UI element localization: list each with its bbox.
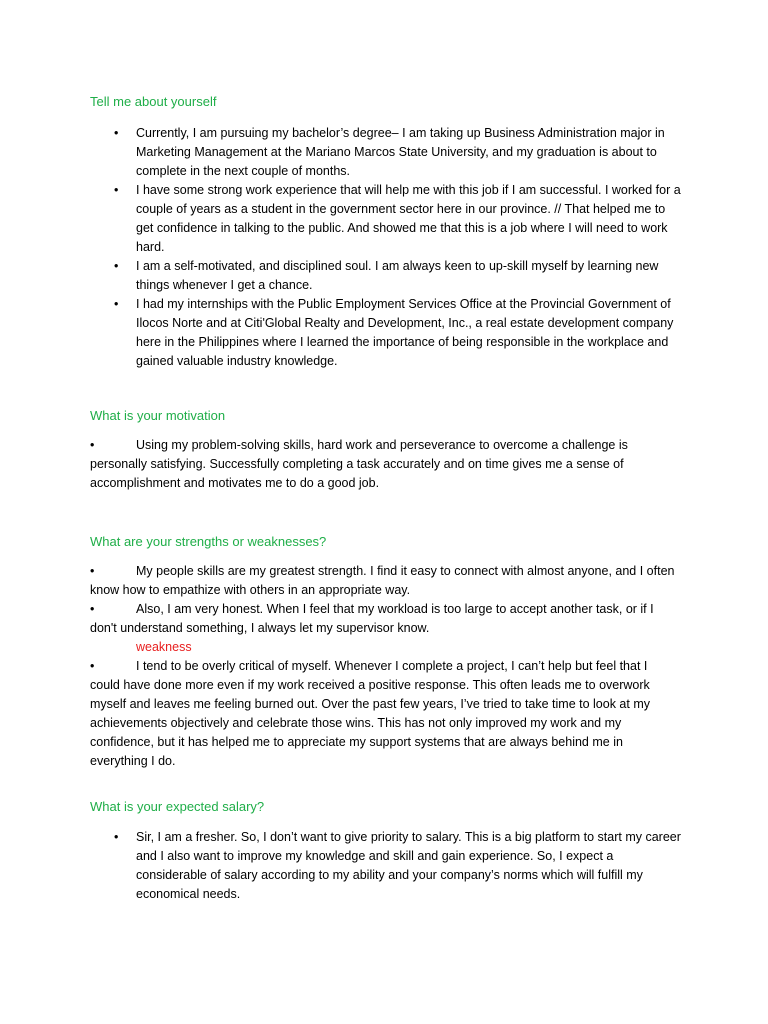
list-item: • I am a self-motivated, and disciplined soul. I am always keen to up-skill myself by learning new things whenever I get a chance.	[114, 259, 659, 292]
bullet-icon: •	[114, 183, 119, 197]
weakness-list	[90, 657, 680, 771]
bullet-icon: •	[90, 564, 95, 578]
bullet-icon: •	[114, 830, 119, 844]
bullet-icon: •	[114, 297, 119, 311]
list-item: • Sir, I am a fresher. So, I don’t want to give priority to salary. This is a big platform to start my career and I also want to improve my knowledge and skill and gain experience. So, I expect a considerable of salary according to my ability and your company’s norms which will fulfill my economical needs.	[114, 830, 681, 901]
heading-about-yourself: Tell me about yourself	[90, 94, 217, 109]
list-item: • I have some strong work experience that will help me with this job if I am successful. I worked for a couple of years as a student in the government sector here in our province. // That helped me to get confidence in talking to the public. And showed me that this is a job where I will need to work hard.	[114, 183, 681, 254]
about-yourself-list	[114, 124, 684, 371]
bullet-icon: •	[114, 259, 119, 273]
bullet-icon: •	[90, 602, 95, 616]
list-item: • I tend to be overly critical of myself. Whenever I complete a project, I can’t help but feel that I could have done more even if my work received a positive response. This often leads me to overwork myself and leaves me feeling burned out. Over the past few years, I’ve tried to take time to look at my achievements objectively and celebrate those wins. This has not only improved my work and my confidence, but it has helped me to appreciate my support systems that are always behind me in everything I do.	[90, 659, 650, 768]
bullet-icon: •	[114, 126, 119, 140]
heading-expected-salary: What is your expected salary?	[90, 799, 265, 814]
strengths-list	[90, 562, 680, 638]
list-item: • I had my internships with the Public Employment Services Office at the Provincial Government of Ilocos Norte and at Citi'Global Realty and Development, Inc., a real estate development company here in the Philippines where I learned the importance of being responsible in the workplace and gained valuable industry knowledge.	[114, 297, 674, 368]
motivation-list	[90, 436, 680, 493]
heading-motivation: What is your motivation	[90, 408, 226, 423]
list-item: • Currently, I am pursuing my bachelor’s degree– I am taking up Business Administration major in Marketing Management at the Mariano Marcos State University, and my graduation is about to complete in the next couple of months.	[114, 126, 665, 178]
bullet-icon: •	[90, 659, 95, 673]
salary-list	[114, 828, 684, 904]
weakness-label: weakness	[136, 640, 192, 654]
list-item: • Using my problem-solving skills, hard work and perseverance to overcome a challenge is personally satisfying. Successfully completing a task accurately and on time gives me a sense of accomplishment and motivates me to do a good job.	[90, 438, 628, 490]
bullet-icon: •	[90, 438, 95, 452]
heading-strengths-weaknesses: What are your strengths or weaknesses?	[90, 534, 327, 549]
list-item: • My people skills are my greatest strength. I find it easy to connect with almost anyone, and I often know how to empathize with others in an appropriate way.	[90, 564, 675, 597]
list-item: • Also, I am very honest. When I feel that my workload is too large to accept another task, or if I don't understand something, I always let my supervisor know.	[90, 602, 654, 635]
